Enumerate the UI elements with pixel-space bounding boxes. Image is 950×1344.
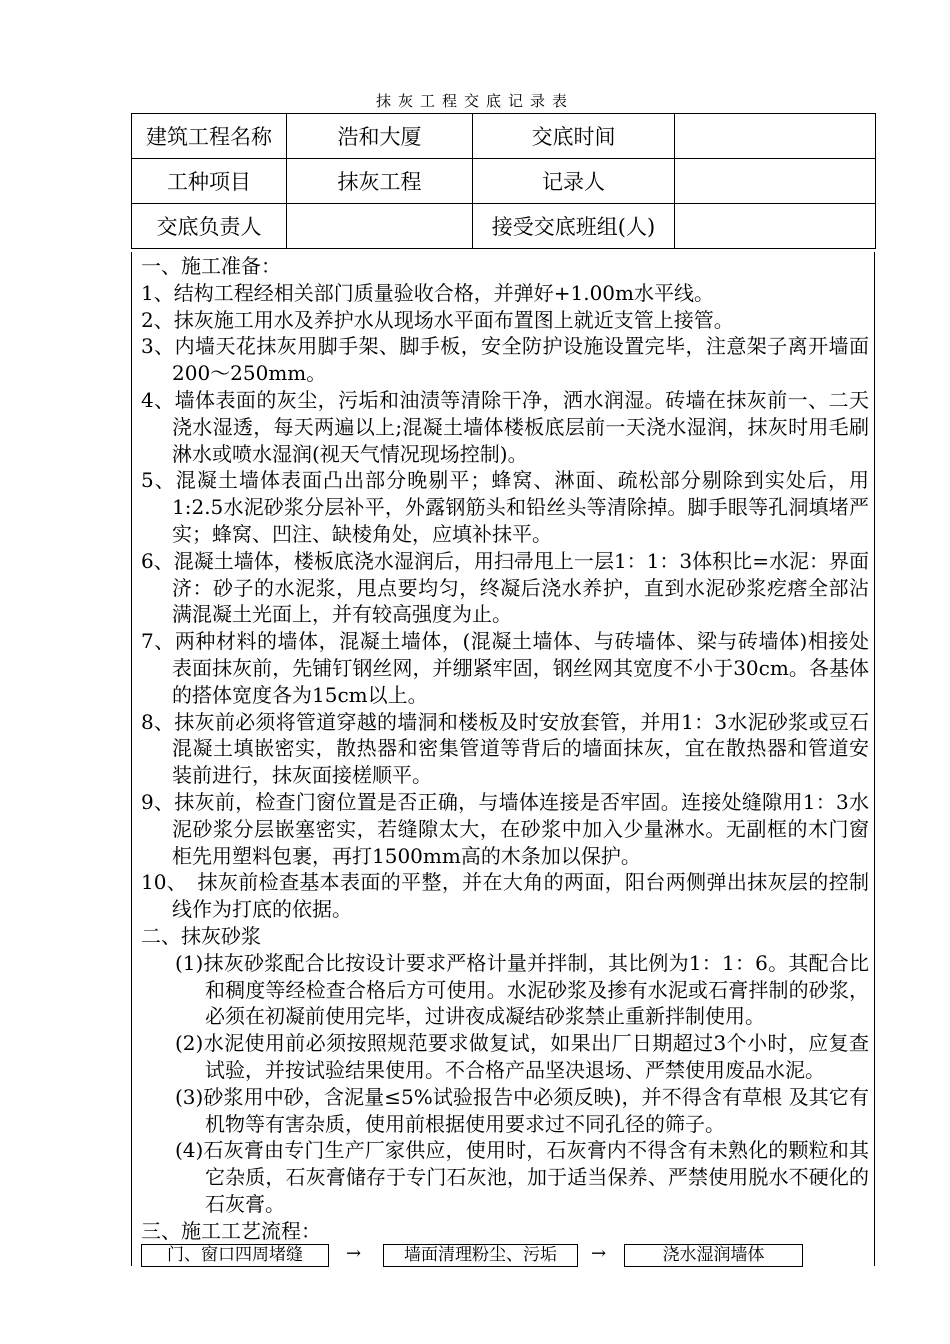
info-table	[131, 113, 876, 249]
work-type-value: 抹灰工程	[287, 159, 473, 204]
document-title: 抹灰工程交底记录表	[375, 92, 574, 110]
recorder-value	[675, 159, 876, 204]
section-heading-mortar: 二、抹灰砂浆	[141, 923, 261, 948]
info-row-leader	[132, 204, 876, 249]
leader-label: 交底负责人	[132, 204, 287, 249]
prep-item-2: 2、抹灰施工用水及养护水从现场水平面布置图上就近支管上接管。	[141, 307, 734, 332]
process-flow	[131, 1242, 875, 1266]
receiver-value	[675, 204, 876, 249]
mortar-item-1: (1)抹灰砂浆配合比按设计要求严格计量并拌制，其比例为1：1：6。其配合比和稠度等经检查合格后方可使用。水泥砂浆及掺有水泥或石膏拌制的砂浆，必须在初凝前使用完毕，过讲夜成凝结砂浆禁止重新拌制使用。	[175, 950, 869, 1029]
leader-value	[287, 204, 473, 249]
process-step-2: 墙面清理粉尘、污垢	[383, 1244, 578, 1267]
info-row-project	[132, 114, 876, 159]
section-heading-process: 三、施工工艺流程：	[141, 1218, 321, 1243]
arrow-icon: →	[591, 1243, 607, 1264]
section-heading-preparation: 一、施工准备：	[141, 254, 281, 278]
prep-item-9: 9、抹灰前，检查门窗位置是否正确，与墙体连接是否牢固。连接处缝隙用1：3水泥砂浆分层嵌塞密实，若缝隙太大，在砂浆中加入少量淋水。无副框的木门窗柜先用塑料包裹，再打1500mm高的木条加以保护。	[141, 789, 869, 868]
date-label: 交底时间	[473, 114, 675, 159]
content-area	[141, 253, 869, 1244]
process-step-3: 浇水湿润墙体	[624, 1244, 803, 1267]
project-name-value: 浩和大厦	[287, 114, 473, 159]
receiver-label: 接受交底班组(人)	[473, 204, 675, 249]
prep-item-6: 6、混凝土墙体，楼板底浇水湿润后，用扫帚甩上一层1：1：3体积比=水泥：界面济：砂子的水泥浆，甩点要均匀，终凝后浇水养护，直到水泥砂浆疙瘩全部沾满混凝土光面上，并有较高强度为止。	[141, 548, 869, 627]
prep-item-5: 5、混凝土墙体表面凸出部分晚剔平；蜂窝、淋面、疏松部分剔除到实处后，用1:2.5水泥砂浆分层补平，外露钢筋头和铅丝头等清除掉。脚手眼等孔洞填堵严实；蜂窝、凹注、缺棱角处，应填补抹平。	[141, 468, 869, 546]
prep-item-7: 7、两种材料的墙体，混凝土墙体，(混凝土墙体、与砖墙体、梁与砖墙体)相接处表面抹灰前，先铺钉钢丝网，并绷紧牢固，钢丝网其宽度不小于30cm。各基体的搭体宽度各为15cm以上。	[141, 629, 869, 707]
work-type-label: 工种项目	[132, 159, 287, 204]
mortar-item-2: (2)水泥使用前必须按照规范要求做复试，如果出厂日期超过3个小时，应复查试验，并按试验结果使用。不合格产品坚决退场、严禁使用废品水泥。	[175, 1031, 869, 1082]
prep-item-3: 3、内墙天花抹灰用脚手架、脚手板，安全防护设施设置完毕，注意架子离开墙面200～250mm。	[141, 334, 869, 386]
mortar-item-3: (3)砂浆用中砂，含泥量≤5%试验报告中必须反映)，并不得含有草根 及其它有机物等有害杂质，使用前根据使用要求过不同孔径的筛子。	[175, 1084, 869, 1136]
process-step-1: 门、窗口四周堵缝	[141, 1244, 329, 1267]
date-value	[675, 114, 876, 159]
prep-item-4: 4、墙体表面的灰尘，污垢和油渍等清除干净，洒水润湿。砖墙在抹灰前一、二天浇水湿透，每天两遍以上;混凝土墙体楼板底层前一天浇水湿润，抹灰时用毛刷淋水或喷水湿润(视天气情况现场控制)。	[141, 387, 869, 466]
prep-item-8: 8、抹灰前必须将管道穿越的墙洞和楼板及时安放套管，并用1：3水泥砂浆或豆石混凝土填嵌密实，散热器和密集管道等背后的墙面抹灰，宜在散热器和管道安装前进行，抹灰面接槎顺平。	[141, 709, 869, 788]
info-row-work-type	[132, 159, 876, 204]
prep-item-1: 1、结构工程经相关部门质量验收合格，并弹好+1.00m水平线。	[141, 280, 714, 305]
prep-item-10: 10、 抹灰前检查基本表面的平整，并在大角的两面，阳台两侧弹出抹灰层的控制线作为打底的依据。	[141, 870, 869, 922]
arrow-icon: →	[346, 1243, 362, 1264]
project-name-label: 建筑工程名称	[132, 114, 287, 159]
mortar-item-4: (4)石灰膏由专门生产厂家供应，使用时，石灰膏内不得含有未熟化的颗粒和其它杂质，石灰膏储存于专门石灰池，加于适当保养、严禁使用脱水不硬化的石灰膏。	[175, 1138, 869, 1216]
recorder-label: 记录人	[473, 159, 675, 204]
